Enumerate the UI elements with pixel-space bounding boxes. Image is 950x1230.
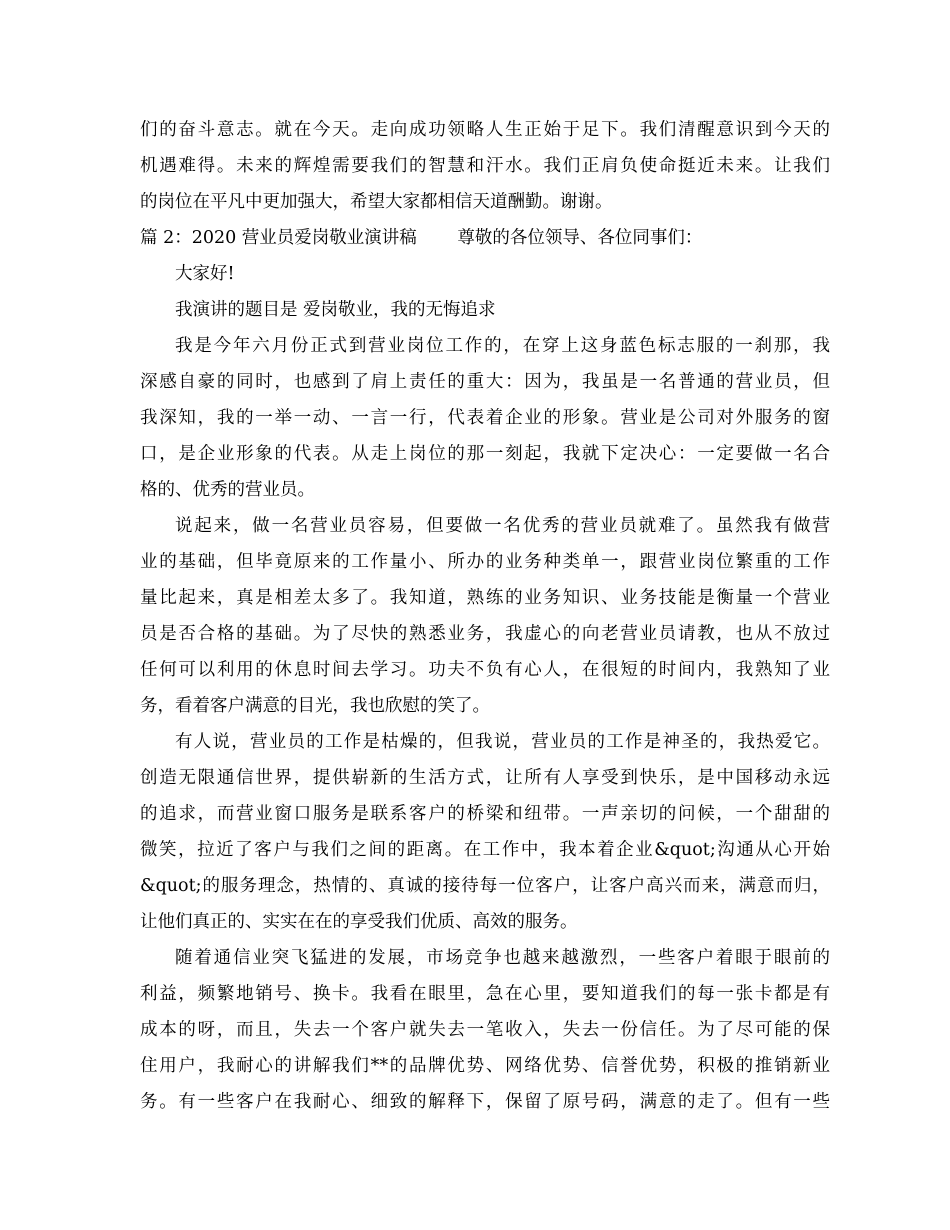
paragraph-line: 的岗位在平凡中更加强大，希望大家都相信天道酬勤。谢谢。: [140, 192, 613, 212]
paragraph-line: 我是今年六月份正式到营业岗位工作的，在穿上这身蓝色标志服的一刹那，我: [175, 336, 830, 356]
paragraph-line: 务。有一些客户在我耐心、细致的解释下，保留了原号码，满意的走了。但有一些: [140, 1092, 830, 1112]
paragraph-line: 说起来，做一名营业员容易，但要做一名优秀的营业员就难了。虽然我有做营: [175, 516, 830, 536]
paragraph-line: 成本的呀，而且，失去一个客户就失去一笔收入，失去一份信任。为了尽可能的保: [140, 1020, 830, 1040]
speech-title-line: 我演讲的题目是 爱岗敬业，我的无悔追求: [175, 300, 496, 320]
paragraph-line: 我深知，我的一举一动、一言一行，代表着企业的形象。营业是公司对外服务的窗: [140, 408, 830, 428]
paragraph-line: &quot;的服务理念，热情的、真诚的接待每一位客户，让客户高兴而来，满意而归，: [140, 876, 830, 896]
paragraph-line: 让他们真正的、实实在在的享受我们优质、高效的服务。: [140, 912, 578, 932]
paragraph-line: 微笑，拉近了客户与我们之间的距离。在工作中，我本着企业&quot;沟通从心开始: [140, 840, 830, 860]
paragraph-line: 的追求，而营业窗口服务是联系客户的桥梁和纽带。一声亲切的问候，一个甜甜的: [140, 804, 830, 824]
paragraph-line: 利益，频繁地销号、换卡。我看在眼里，急在心里，要知道我们的每一张卡都是有: [140, 984, 830, 1004]
paragraph-line: 机遇难得。未来的辉煌需要我们的智慧和汗水。我们正肩负使命挺近未来。让我们: [140, 156, 830, 176]
paragraph-line: 深感自豪的同时，也感到了肩上责任的重大：因为，我虽是一名普通的营业员，但: [140, 372, 830, 392]
greeting-line: 大家好!: [175, 264, 235, 284]
paragraph-line: 们的奋斗意志。就在今天。走向成功领略人生正始于足下。我们清醒意识到今天的: [140, 120, 830, 140]
paragraph-line: 量比起来，真是相差太多了。我知道，熟练的业务知识、业务技能是衡量一个营业: [140, 588, 830, 608]
paragraph-line: 务，看着客户满意的目光，我也欣慰的笑了。: [140, 696, 490, 716]
paragraph-line: 创造无限通信世界，提供崭新的生活方式，让所有人享受到快乐，是中国移动永远: [140, 768, 830, 788]
paragraph-line: 任何可以利用的休息时间去学习。功夫不负有心人，在很短的时间内，我熟知了业: [140, 660, 830, 680]
paragraph-line: 员是否合格的基础。为了尽快的熟悉业务，我虚心的向老营业员请教，也从不放过: [140, 624, 830, 644]
paragraph-line: 业的基础，但毕竟原来的工作量小、所办的业务种类单一，跟营业岗位繁重的工作: [140, 552, 830, 572]
paragraph-line: 住用户，我耐心的讲解我们**的品牌优势、网络优势、信誉优势，积极的推销新业: [140, 1056, 830, 1076]
paragraph-line: 随着通信业突飞猛进的发展，市场竞争也越来越激烈，一些客户着眼于眼前的: [175, 948, 830, 968]
section-heading: 篇 2：2020 营业员爱岗敬业演讲稿 尊敬的各位领导、各位同事们：: [140, 228, 703, 248]
paragraph-line: 格的、优秀的营业员。: [140, 480, 315, 500]
paragraph-line: 口，是企业形象的代表。从走上岗位的那一刻起，我就下定决心：一定要做一名合: [140, 444, 830, 464]
paragraph-line: 有人说，营业员的工作是枯燥的，但我说，营业员的工作是神圣的，我热爱它。: [175, 732, 830, 752]
